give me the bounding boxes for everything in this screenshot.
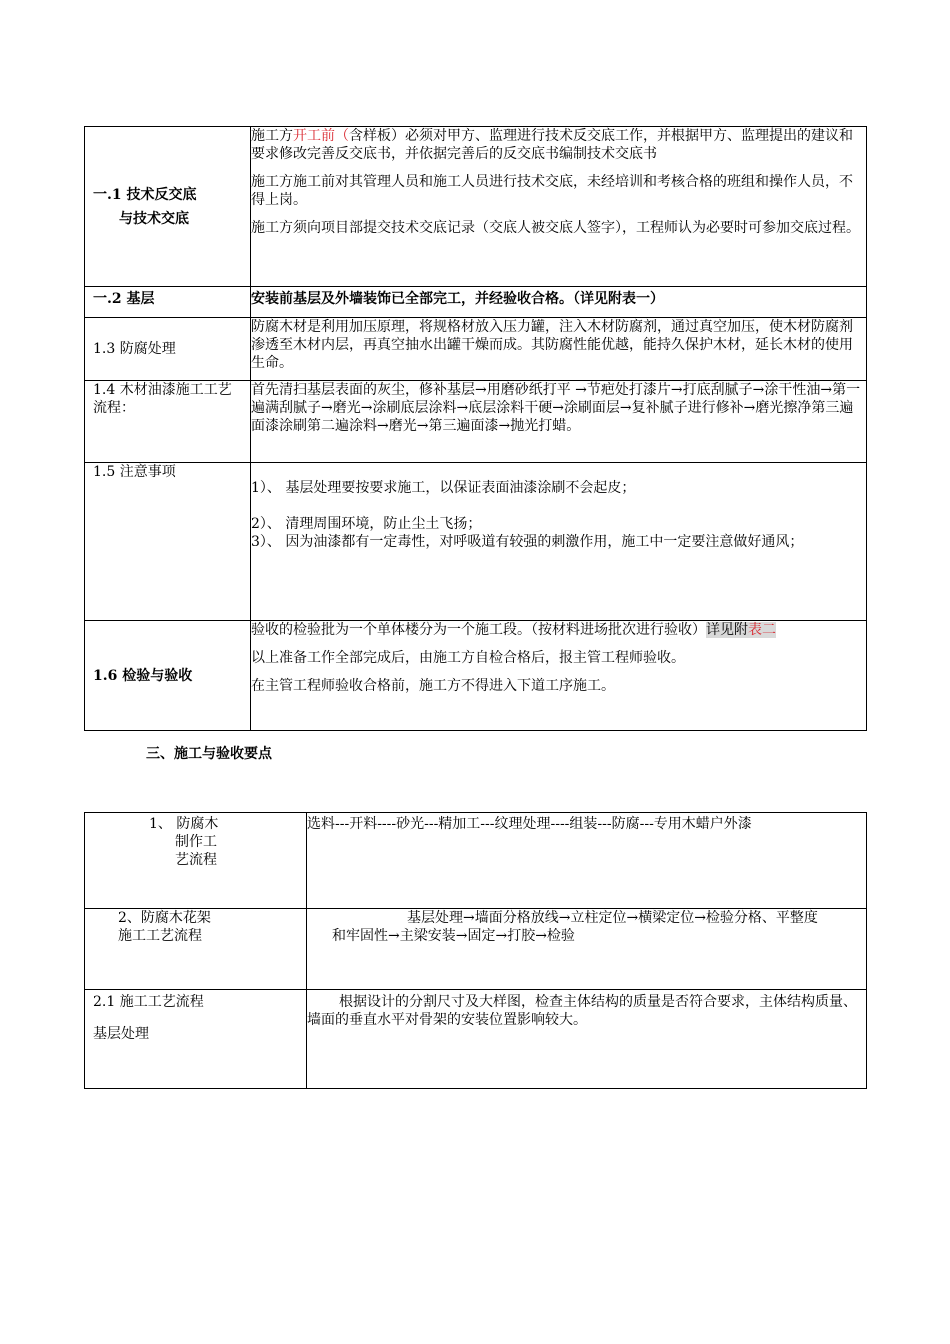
table-row	[85, 813, 867, 909]
row-content	[307, 990, 867, 1089]
row-content	[307, 909, 867, 990]
row-label: 1.4 木材油漆施工工艺流程：	[85, 381, 251, 463]
row-label: 一.2 基层	[85, 287, 251, 318]
paragraph	[251, 621, 866, 639]
table-row	[85, 463, 867, 621]
text-span: 施工方	[251, 128, 293, 144]
label-line: 艺流程	[175, 852, 217, 868]
label-line: 基层处理	[93, 1026, 149, 1042]
table-row	[85, 909, 867, 990]
row-content: 安装前基层及外墙装饰已全部完工，并经验收合格。（详见附表一）	[251, 287, 867, 318]
table-row	[85, 381, 867, 463]
paragraph: 在主管工程师验收合格前，施工方不得进入下道工序施工。	[251, 678, 615, 694]
shaded-text: 详见附	[706, 622, 748, 638]
section-heading: 三、施工与验收要点	[146, 746, 272, 762]
paragraph: 基层处理→墙面分格放线→立柱定位→横梁定位→检验分格、平整度	[407, 910, 818, 926]
row-content: 选料---开料----砂光---精加工---纹理处理----组装---防腐---专用木蜡户外漆	[307, 813, 867, 909]
list-item: 1）、 基层处理要按要求施工，以保证表面油漆涂刷不会起皮；	[251, 480, 636, 496]
paragraph: 根据设计的分割尺寸及大样图，检查主体结构的质量是否符合要求，主体结构质量、墙面的垂直水平对骨架的安装位置影响较大。	[307, 994, 857, 1028]
highlight-text: 开工前（	[293, 128, 349, 144]
label-line: 制作工	[175, 834, 217, 850]
table-row	[85, 990, 867, 1089]
row-label	[85, 909, 307, 990]
table-row	[85, 287, 867, 318]
row-label	[85, 127, 251, 287]
paragraph	[251, 127, 866, 163]
table-row	[85, 127, 867, 287]
text-span: 含样板）必须对甲方、监理进行技术反交底工作，并根据甲方、监理提出的建议和要求修改完善反交底书，并依据完善后的反交底书编制技术交底书	[251, 128, 853, 162]
label-line: 1、 防腐木	[149, 816, 219, 832]
label-line: 2、防腐木花架	[118, 910, 211, 926]
row-content	[251, 463, 867, 621]
row-content	[251, 127, 867, 287]
table-row	[85, 318, 867, 381]
table-row	[85, 621, 867, 731]
row-content: 防腐木材是利用加压原理，将规格材放入压力罐，注入木材防腐剂，通过真空加压，使木材防腐剂渗透至木材内层，再真空抽水出罐干燥而成。其防腐性能优越，能持久保护木材，延长木材的使用生命。	[251, 318, 867, 381]
paragraph: 和牢固性→主梁安装→固定→打胶→检验	[332, 928, 575, 944]
row-label	[85, 813, 307, 909]
paragraph: 施工方施工前对其管理人员和施工人员进行技术交底，未经培训和考核合格的班组和操作人员，不得上岗。	[251, 174, 853, 208]
row-content	[251, 621, 867, 731]
label-line: 施工工艺流程	[118, 928, 202, 944]
label-line: 2.1 施工工艺流程	[93, 994, 204, 1010]
row-content: 首先清扫基层表面的灰尘，修补基层→用磨砂纸打平 →节疤处打漆片→打底刮腻子→涂干性油→第一遍满刮腻子→磨光→涂刷底层涂料→底层涂料干硬→涂刷面层→复补腻子进行修补→磨光擦净第三遍面漆涂刷第二遍涂料→磨光→第三遍面漆→抛光打蜡。	[251, 381, 867, 463]
list-item: 2）、 清理周围环境，防止尘土飞扬；	[251, 516, 482, 532]
row-label: 1.5 注意事项	[85, 463, 251, 621]
list-item: 3）、 因为油漆都有一定毒性，对呼吸道有较强的刺激作用，施工中一定要注意做好通风；	[251, 534, 804, 550]
process-table	[84, 812, 867, 1089]
row-label: 1.6 检验与验收	[85, 621, 251, 731]
paragraph: 以上准备工作全部完成后，由施工方自检合格后，报主管工程师验收。	[251, 650, 685, 666]
row-label: 1.3 防腐处理	[85, 318, 251, 381]
label-line: 与技术交底	[119, 210, 189, 227]
row-label	[85, 990, 307, 1089]
label-line: 一.1 技术反交底	[93, 186, 197, 203]
paragraph: 施工方须向项目部提交技术交底记录（交底人被交底人签字），工程师认为必要时可参加交底过程。	[251, 220, 860, 236]
technical-table	[84, 126, 867, 731]
highlight-text: 表二	[748, 622, 776, 638]
text-span: 验收的检验批为一个单体楼分为一个施工段。（按材料进场批次进行验收）	[251, 622, 706, 638]
